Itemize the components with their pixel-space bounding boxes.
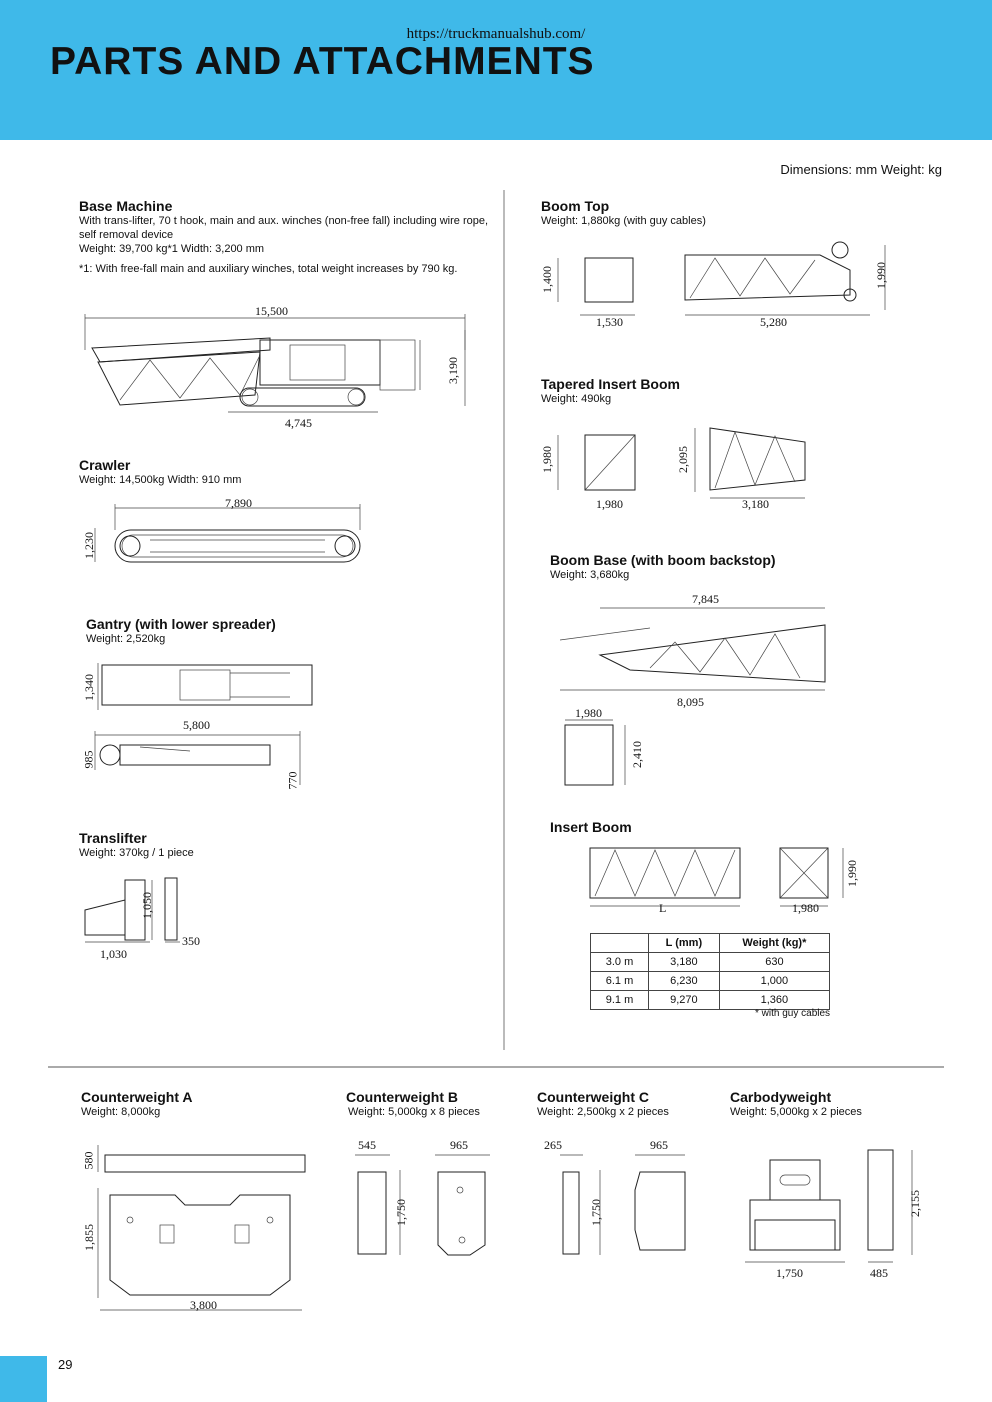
- tapered-insert-weight: Weight: 490kg: [541, 393, 612, 405]
- counterweight-b-title: Counterweight B: [346, 1089, 458, 1105]
- gantry-dim-length: 5,800: [183, 718, 210, 732]
- counterweight-b-dim-w2: 965: [450, 1138, 468, 1152]
- gantry-dim-h3: 770: [285, 771, 300, 790]
- base-machine-dim-height: 3,190: [446, 357, 460, 384]
- counterweight-b-weight: Weight: 5,000kg x 8 pieces: [348, 1106, 480, 1118]
- boom-top-dim-h1: 1,400: [540, 266, 554, 293]
- translifter-dim-height: 1,050: [140, 892, 154, 919]
- boom-base-weight: Weight: 3,680kg: [550, 569, 630, 581]
- boom-base-dim-w: 1,980: [575, 706, 602, 720]
- table-cell: 9,270: [648, 991, 719, 1010]
- insert-boom-drawing: [585, 840, 865, 915]
- counterweight-a-dim-h1: 580: [81, 1151, 96, 1170]
- carbodyweight-drawing: [740, 1140, 930, 1285]
- counterweight-c-dim-w2: 965: [650, 1138, 668, 1152]
- insert-boom-dim-L: L: [659, 901, 667, 915]
- insert-boom-footnote: * with guy cables: [755, 1008, 831, 1019]
- table-header-row: [591, 934, 830, 953]
- page-number-tab: [0, 1356, 47, 1402]
- carbodyweight-section: [730, 1089, 862, 1119]
- crawler-weight: Weight: 14,500kg Width: 910 mm: [79, 474, 242, 486]
- insert-boom-table: [590, 933, 830, 1010]
- table-header: L (mm): [648, 934, 719, 953]
- carbodyweight-weight: Weight: 5,000kg x 2 pieces: [730, 1106, 862, 1118]
- translifter-title: Translifter: [79, 830, 147, 846]
- table-header: Weight (kg)*: [719, 934, 829, 953]
- source-url[interactable]: https://truckmanualshub.com/: [406, 26, 586, 42]
- table-row: [591, 953, 830, 972]
- carbodyweight-title: Carbodyweight: [730, 1089, 832, 1105]
- table-cell: 6,230: [648, 972, 719, 991]
- table-cell: 6.1 m: [591, 972, 649, 991]
- base-machine-drawing: [80, 300, 480, 440]
- insert-boom-section: [550, 819, 632, 835]
- gantry-weight: Weight: 2,520kg: [86, 633, 166, 645]
- translifter-dim-depth: 350: [182, 934, 200, 948]
- tapered-insert-section: [541, 376, 680, 406]
- boom-base-section: [550, 552, 776, 582]
- base-machine-desc2: self removal device: [79, 229, 174, 241]
- counterweight-c-section: [537, 1089, 669, 1119]
- base-machine-note: *1: With free-fall main and auxiliary winches, total weight increases by 790 kg.: [79, 263, 458, 275]
- crawler-dim-height: 1,230: [82, 532, 96, 559]
- tapered-insert-dim-w1: 1,980: [596, 497, 623, 511]
- counterweight-a-dim-h2: 1,855: [82, 1224, 96, 1251]
- translifter-dim-width: 1,030: [100, 947, 127, 961]
- crawler-drawing: [90, 500, 390, 580]
- counterweight-a-drawing: [90, 1140, 320, 1315]
- table-cell: 9.1 m: [591, 991, 649, 1010]
- table-cell: 630: [719, 953, 829, 972]
- page-number: 29: [58, 1357, 73, 1372]
- boom-base-title: Boom Base (with boom backstop): [550, 552, 776, 568]
- boom-top-dim-w1: 1,530: [596, 315, 623, 329]
- counterweight-b-section: [346, 1089, 480, 1119]
- gantry-section: [86, 616, 276, 646]
- boom-base-dim-top: 7,845: [692, 592, 719, 606]
- counterweight-c-weight: Weight: 2,500kg x 2 pieces: [537, 1106, 669, 1118]
- counterweight-c-title: Counterweight C: [537, 1089, 649, 1105]
- counterweight-c-dim-w1: 265: [544, 1138, 562, 1152]
- boom-top-dim-h2: 1,990: [874, 262, 888, 289]
- gantry-title: Gantry (with lower spreader): [86, 616, 276, 632]
- insert-boom-dim-h: 1,990: [845, 860, 859, 887]
- base-machine-title: Base Machine: [79, 198, 173, 214]
- base-machine-section: [79, 198, 499, 276]
- tapered-insert-dim-length: 3,180: [742, 497, 769, 511]
- boom-top-dim-length: 5,280: [760, 315, 787, 329]
- counterweight-c-drawing: [555, 1150, 695, 1265]
- base-machine-weight: Weight: 39,700 kg*1 Width: 3,200 mm: [79, 243, 265, 255]
- boom-base-dim-h: 2,410: [630, 741, 644, 768]
- tapered-insert-dim-h1: 1,980: [540, 446, 554, 473]
- tapered-insert-title: Tapered Insert Boom: [541, 376, 680, 392]
- table-row: [591, 972, 830, 991]
- crawler-dim-length: 7,890: [225, 496, 252, 510]
- counterweight-a-dim-w: 3,800: [190, 1298, 217, 1312]
- page-title: PARTS AND ATTACHMENTS: [50, 40, 595, 83]
- insert-boom-dim-w: 1,980: [792, 901, 819, 915]
- crawler-section: [79, 457, 241, 487]
- base-machine-dim-length: 15,500: [255, 304, 288, 318]
- table-row: [591, 991, 830, 1010]
- counterweight-b-drawing: [350, 1150, 500, 1265]
- counterweight-c-dim-h: 1,750: [589, 1199, 603, 1226]
- table-header: [591, 934, 649, 953]
- boom-top-weight: Weight: 1,880kg (with guy cables): [541, 215, 706, 227]
- counterweight-a-weight: Weight: 8,000kg: [81, 1106, 161, 1118]
- boom-base-dim-bottom: 8,095: [677, 695, 704, 709]
- translifter-weight: Weight: 370kg / 1 piece: [79, 847, 194, 859]
- gantry-dim-h2: 985: [81, 750, 96, 769]
- boom-top-title: Boom Top: [541, 198, 610, 214]
- base-machine-desc1: With trans-lifter, 70 t hook, main and aux. winches (non-free fall) including wire rope,: [79, 215, 489, 227]
- counterweight-a-section: [81, 1089, 192, 1119]
- table-cell: 1,360: [719, 991, 829, 1010]
- table-cell: 3.0 m: [591, 953, 649, 972]
- translifter-section: [79, 830, 194, 860]
- base-machine-dim-base: 4,745: [285, 416, 312, 430]
- units-note: Dimensions: mm Weight: kg: [780, 162, 942, 177]
- table-cell: 3,180: [648, 953, 719, 972]
- counterweight-b-dim-w1: 545: [358, 1138, 376, 1152]
- table-cell: 1,000: [719, 972, 829, 991]
- carbodyweight-dim-h: 2,155: [908, 1190, 922, 1217]
- counterweight-b-dim-h: 1,750: [394, 1199, 408, 1226]
- tapered-insert-dim-h2: 2,095: [676, 446, 690, 473]
- crawler-title: Crawler: [79, 457, 131, 473]
- counterweight-a-title: Counterweight A: [81, 1089, 193, 1105]
- boom-top-section: [541, 198, 706, 228]
- carbodyweight-dim-w2: 485: [870, 1266, 888, 1280]
- insert-boom-title: Insert Boom: [550, 819, 632, 835]
- carbodyweight-dim-w1: 1,750: [776, 1266, 803, 1280]
- gantry-dim-h1: 1,340: [82, 674, 96, 701]
